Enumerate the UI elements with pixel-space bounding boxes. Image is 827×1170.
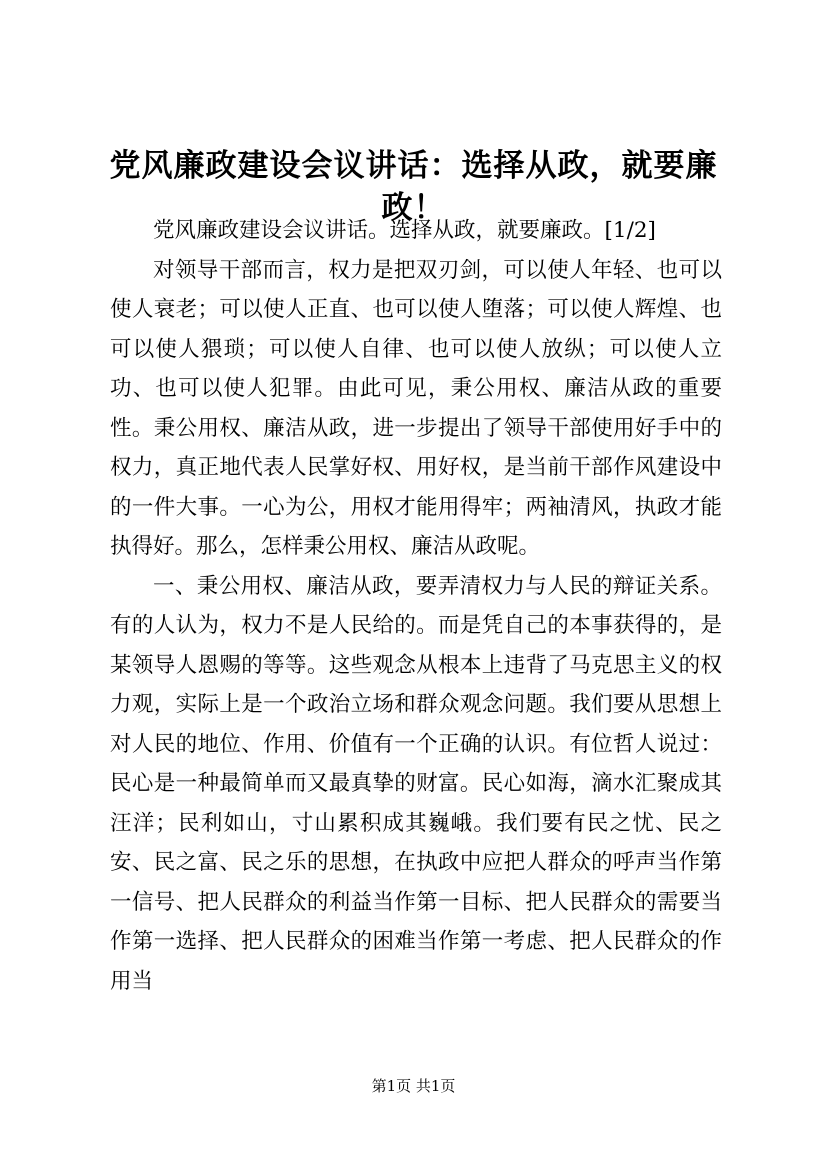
- paragraph-subtitle: 党风廉政建设会议讲话。选择从政，就要廉政。[1/2]: [153, 218, 656, 243]
- page-footer: 第1页 共1页: [371, 1077, 456, 1095]
- paragraph-intro: 对领导干部而言，权力是把双刃剑，可以使人年轻、也可以使人衰老；可以使人正直、也可以使人堕落；可以使人辉煌、也可以使人猥琐；可以使人自律、也可以使人放纵；可以使人立功、也可以使人犯罪。由此可见，秉公用权、廉洁从政的重要性。秉公用权、廉洁从政，进一步提出了领导干部使用好手中的权力，真正地代表人民掌好权、用好权，是当前干部作风建设中的一件大事。一心为公，用权才能用得牢；两袖清风，执政才能执得好。那么，怎样秉公用权、廉洁从政呢。: [110, 257, 722, 559]
- paragraph-section-one: 一、秉公用权、廉洁从政，要弄清权力与人民的辩证关系。有的人认为，权力不是人民给的。而是凭自己的本事获得的，是某领导人恩赐的等等。这些观念从根本上违背了马克思主义的权力观，实际上是一个政治立场和群众观念问题。我们要从思想上对人民的地位、作用、价值有一个正确的认识。有位哲人说过：民心是一种最简单而又最真挚的财富。民心如海，滴水汇聚成其汪洋；民利如山，寸山累积成其巍峨。我们要有民之忧、民之安、民之富、民之乐的思想，在执政中应把人群众的呼声当作第一信号、把人民群众的利益当作第一目标、把人民群众的需要当作第一选择、把人民群众的困难当作第一考虑、把人民群众的作用当: [110, 573, 722, 994]
- document-title: 党风廉政建设会议讲话：选择从政，就要廉政！: [109, 148, 718, 226]
- document-body: [110, 211, 722, 1001]
